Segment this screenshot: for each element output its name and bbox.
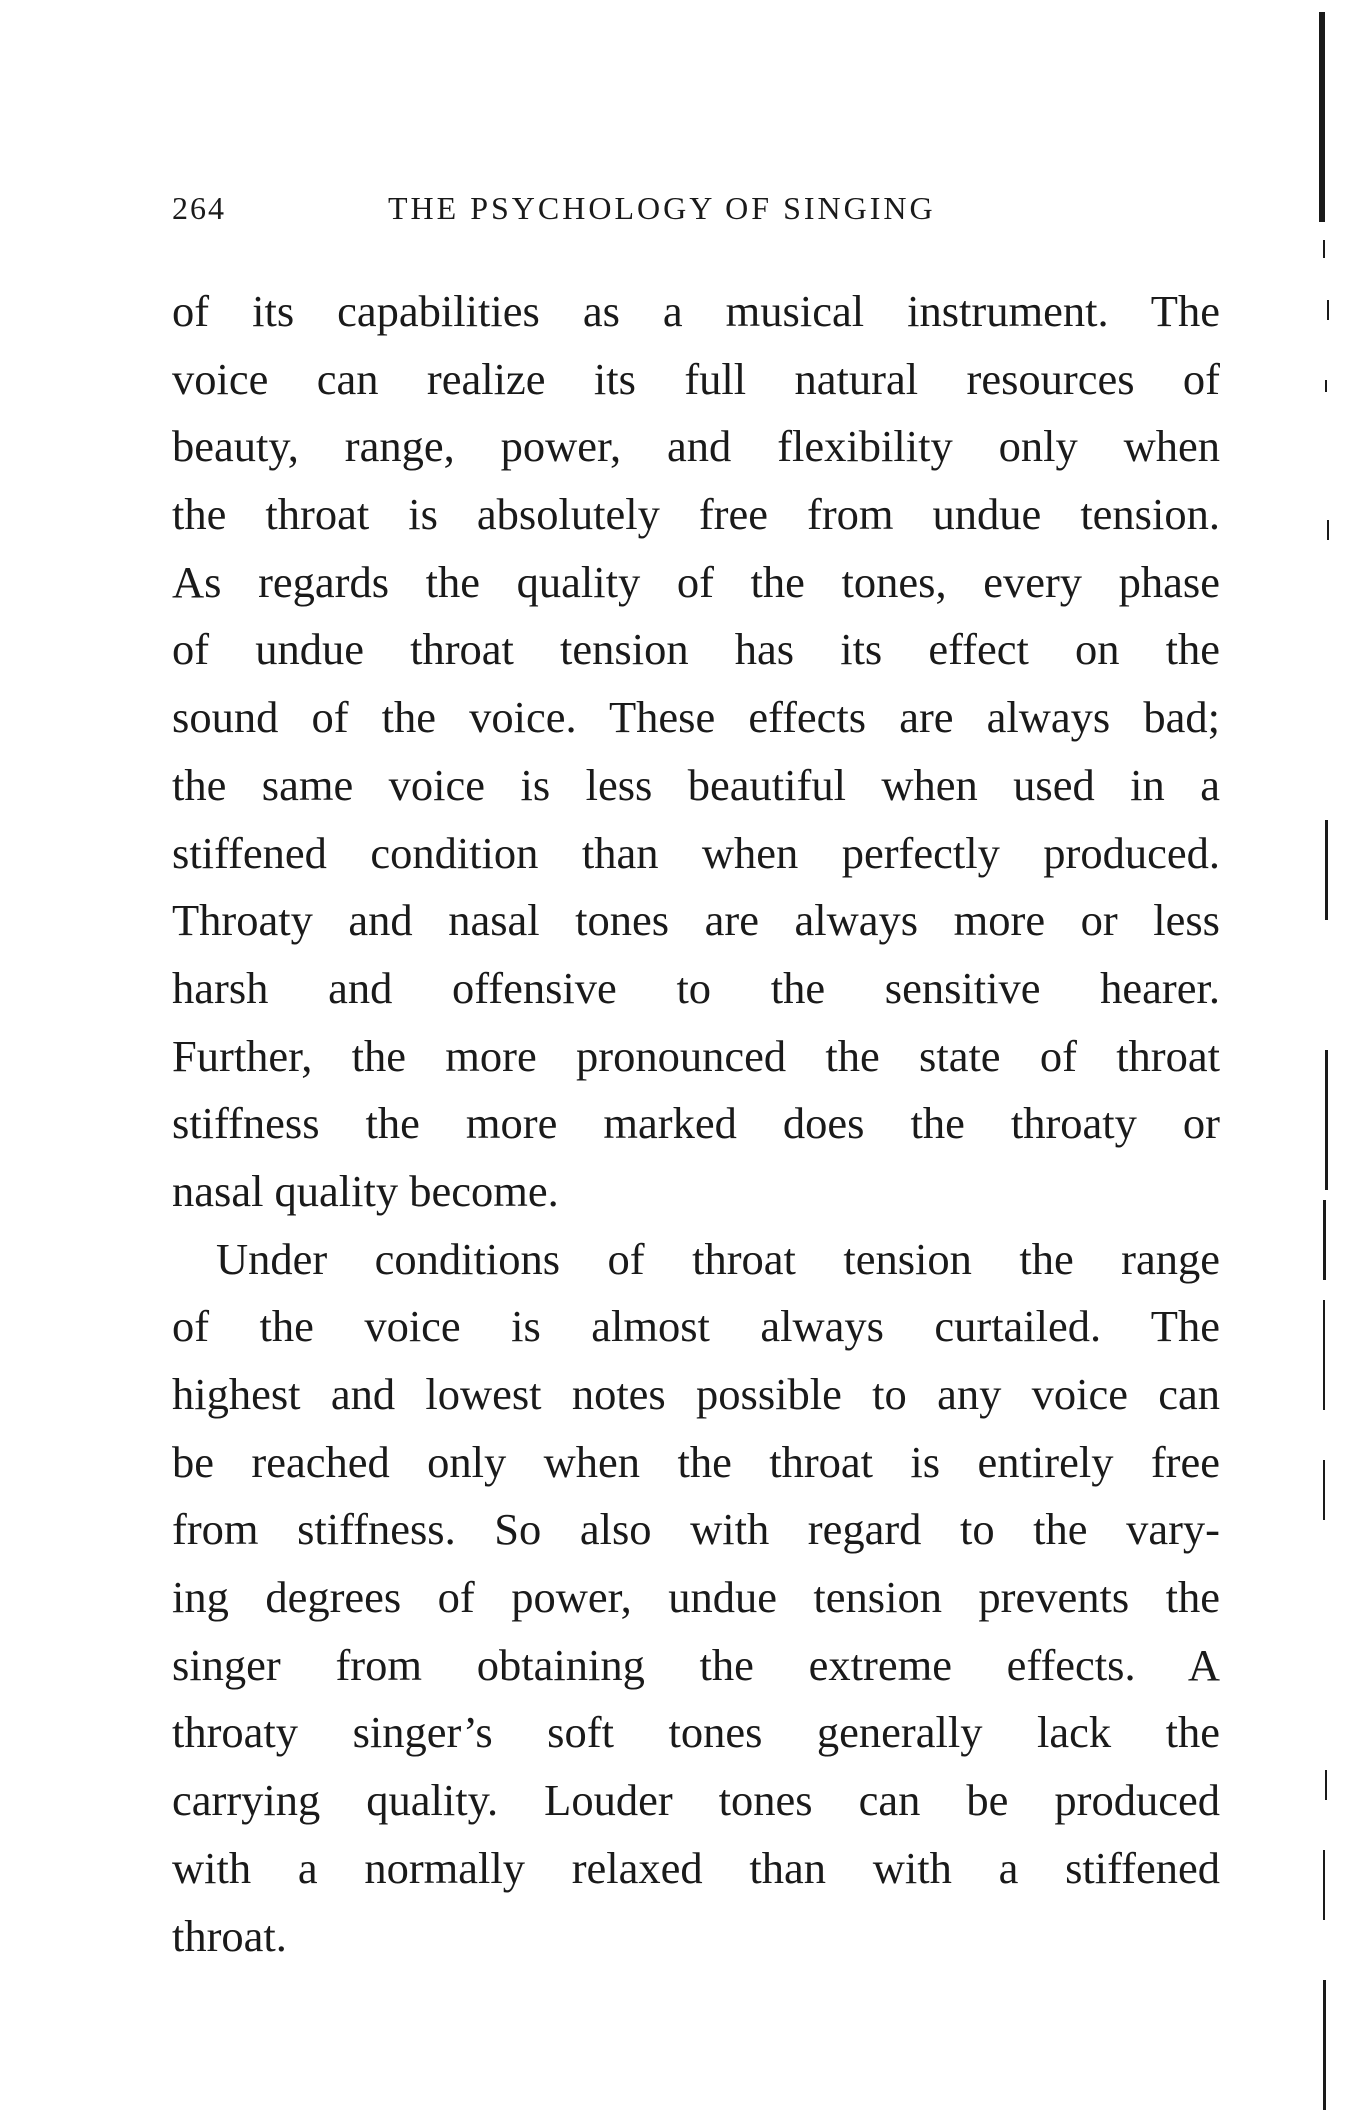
paragraph-2 xyxy=(172,1226,1220,1971)
text-line: sound of the voice. These effects are always bad; xyxy=(172,692,1220,743)
text-line: Further, the more pronounced the state of throat xyxy=(172,1030,1220,1081)
text-line: throaty singer’s soft tones generally lack the xyxy=(172,1707,1220,1758)
text-line: As regards the quality of the tones, every phase xyxy=(172,556,1220,607)
paragraph-1 xyxy=(172,278,1220,1226)
text-line: harsh and offensive to the sensitive hearer. xyxy=(172,962,1220,1013)
text-line: Under conditions of throat tension the range xyxy=(216,1233,1220,1284)
text-line: Throaty and nasal tones are always more or less xyxy=(172,895,1220,946)
text-line: stiffness the more marked does the throaty or xyxy=(172,1098,1220,1149)
text-line: from stiffness. So also with regard to the vary- xyxy=(172,1504,1220,1555)
text-line: singer from obtaining the extreme effects. A xyxy=(172,1639,1220,1690)
text-line: the same voice is less beautiful when used in a xyxy=(172,759,1220,810)
running-title: THE PSYCHOLOGY OF SINGING xyxy=(388,190,936,226)
page-number: 264 xyxy=(172,190,226,226)
body-text xyxy=(172,278,1220,1970)
text-line: stiffened condition than when perfectly produced. xyxy=(172,827,1220,878)
text-line: be reached only when the throat is entirely free xyxy=(172,1436,1220,1487)
text-line: highest and lowest notes possible to any voice can xyxy=(172,1369,1220,1419)
text-line: ing degrees of power, undue tension prevents the xyxy=(172,1572,1220,1623)
text-line: beauty, range, power, and flexibility only when xyxy=(172,421,1220,472)
running-head xyxy=(172,190,1220,240)
text-line: of the voice is almost always curtailed. The xyxy=(172,1301,1220,1352)
text-line: the throat is absolutely free from undue tension. xyxy=(172,489,1220,540)
scan-edge-shadow xyxy=(1313,0,1353,2114)
text-line: nasal quality become. xyxy=(172,1165,559,1216)
text-line: of its capabilities as a musical instrument. The xyxy=(172,286,1220,336)
text-line: of undue throat tension has its effect on the xyxy=(172,624,1220,675)
text-line: with a normally relaxed than with a stiffened xyxy=(172,1842,1220,1893)
text-line: voice can realize its full natural resources of xyxy=(172,353,1220,404)
text-line: carrying quality. Louder tones can be produced xyxy=(172,1775,1220,1826)
text-line: throat. xyxy=(172,1910,287,1961)
